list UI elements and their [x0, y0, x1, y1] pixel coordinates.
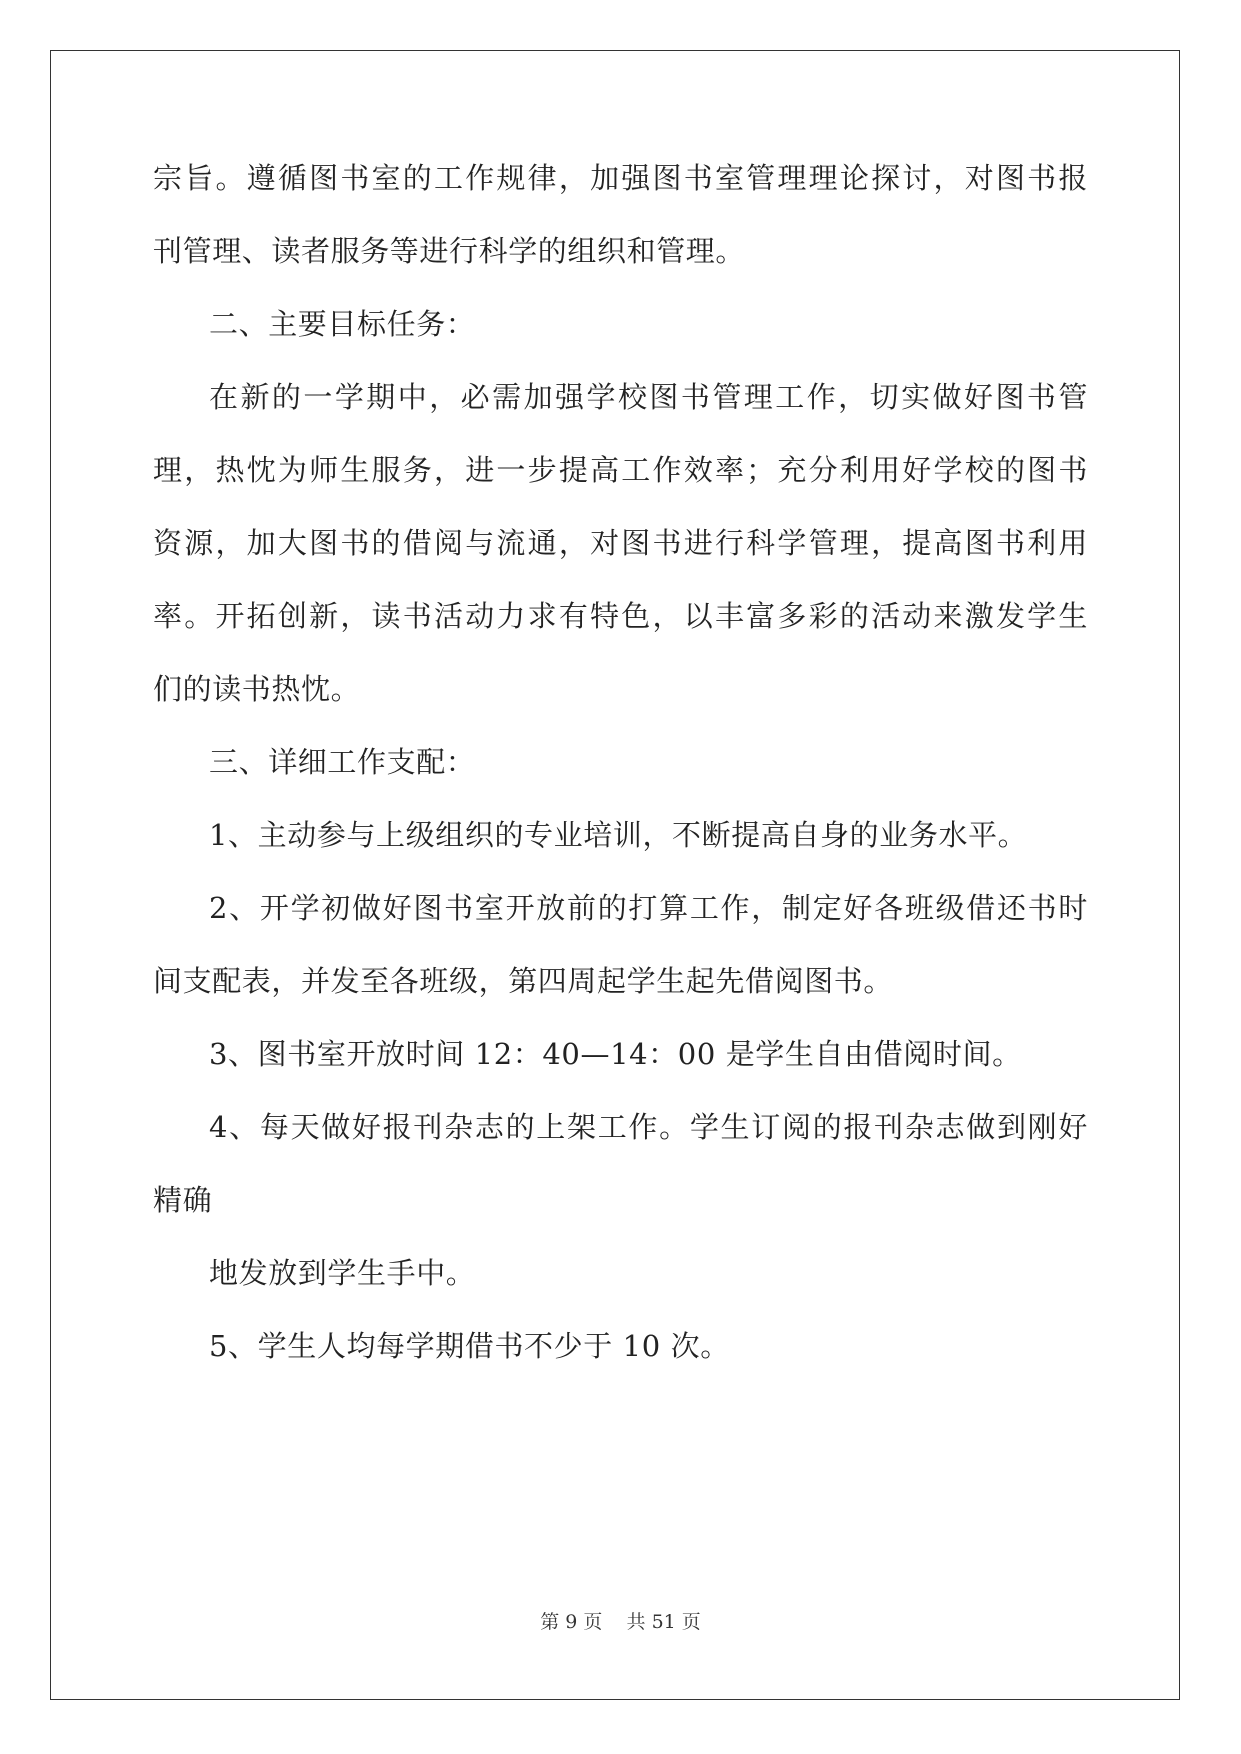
- text-line: 宗旨。遵循图书室的工作规律，加强图书室管理理论探讨，对图书报: [153, 161, 1088, 195]
- page-border: [50, 50, 1180, 1700]
- text-line: 精确: [153, 1183, 213, 1217]
- text-line: 资源，加大图书的借阅与流通，对图书进行科学管理，提高图书利用: [153, 526, 1088, 560]
- section-heading: 三、详细工作支配：: [209, 745, 476, 779]
- list-item: 1、主动参与上级组织的专业培训，不断提高自身的业务水平。: [209, 818, 1028, 852]
- list-item: 5、学生人均每学期借书不少于 10 次。: [209, 1329, 730, 1363]
- list-item: 3、图书室开放时间 12：40—14：00 是学生自由借阅时间。: [209, 1037, 1022, 1071]
- page-footer: [0, 1610, 1241, 1634]
- text-line: 间支配表，并发至各班级，第四周起学生起先借阅图书。: [153, 964, 894, 998]
- list-item: 4、每天做好报刊杂志的上架工作。学生订阅的报刊杂志做到刚好: [209, 1110, 1088, 1144]
- list-item: 2、开学初做好图书室开放前的打算工作，制定好各班级借还书时: [209, 891, 1088, 925]
- page-total: 共 51 页: [626, 1611, 701, 1633]
- footer-gap: [602, 1611, 626, 1633]
- text-line: 率。开拓创新，读书活动力求有特色，以丰富多彩的活动来激发学生: [153, 599, 1088, 633]
- text-line: 刊管理、读者服务等进行科学的组织和管理。: [153, 234, 746, 268]
- text-line: 理，热忱为师生服务，进一步提高工作效率；充分利用好学校的图书: [153, 453, 1088, 487]
- page-number: 第 9 页: [540, 1611, 603, 1633]
- section-heading: 二、主要目标任务：: [209, 307, 476, 341]
- text-line: 在新的一学期中，必需加强学校图书管理工作，切实做好图书管: [209, 380, 1088, 414]
- text-line: 地发放到学生手中。: [209, 1256, 476, 1290]
- text-line: 们的读书热忱。: [153, 672, 361, 706]
